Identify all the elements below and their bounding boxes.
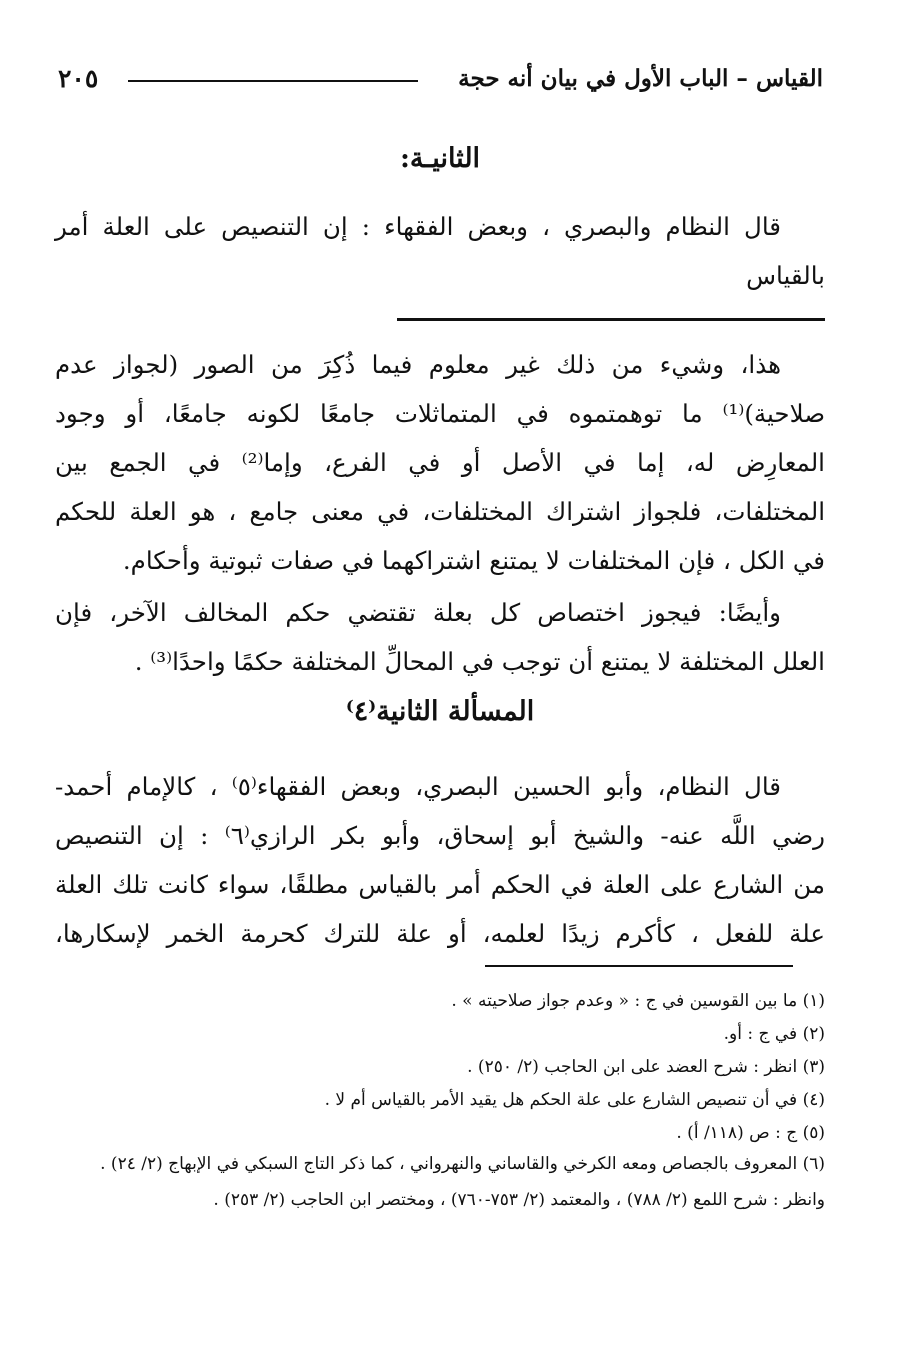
- section3-paragraph: [55, 762, 825, 958]
- text-line: بالقياس: [746, 261, 825, 290]
- section1-paragraph: [55, 202, 825, 300]
- header-rule: [128, 80, 418, 82]
- footnote: (١) ما بين القوسين في ج : « وعدم جواز صلاحيته » .: [451, 991, 825, 1011]
- page-number: ٢٠٥: [58, 63, 99, 93]
- text-line: علة للفعل ، كأكرم زيدًا لعلمه، أو علة للترك كحرمة الخمر لإسكارها،: [55, 919, 825, 948]
- section-heading-second-issue: المسألة الثانية⁽٤⁾: [345, 696, 535, 727]
- footnotes: [55, 985, 825, 1217]
- footnote: (٤) في أن تنصيص الشارع على علة الحكم هل يقيد الأمر بالقياس أم لا .: [324, 1090, 825, 1110]
- text-line: وأيضًا: فيجوز اختصاص كل بعلة تقتضي حكم المخالف الآخر، فإن: [55, 598, 781, 627]
- footnote: (٦) المعروف بالجصاص ومعه الكرخي والقاساني والنهرواني ، كما ذكر التاج السبكي في الإبهاج (٢/ ٢٤) .: [100, 1154, 825, 1174]
- text-line: قال النظام والبصري ، وبعض الفقهاء : إن التنصيص على العلة أمر: [55, 212, 781, 241]
- footnote: (٢) في ج : أو.: [723, 1024, 825, 1044]
- text-line: هذا، وشيء من ذلك غير معلوم فيما ذُكِرَ من الصور (لجواز عدم: [55, 350, 781, 379]
- text-line: رضي اللَّه عنه- والشيخ أبو إسحاق، وأبو بكر الرازي⁽٦⁾ : إن التنصيص: [55, 821, 825, 850]
- text-line: المختلفات، فلجواز اشتراك المختلفات، في معنى جامع ، هو العلة للحكم: [55, 497, 825, 526]
- text-line: من الشارع على العلة في الحكم أمر بالقياس مطلقًا، سواء كانت تلك العلة: [55, 870, 825, 899]
- footnote: (٣) انظر : شرح العضد على ابن الحاجب (٢/ ٢٥٠) .: [467, 1057, 825, 1077]
- text-line: صلاحية)⁽¹⁾ ما توهمتموه في المتماثلات جامعًا لكونه جامعًا، أو وجود: [55, 399, 825, 428]
- running-header: [58, 58, 823, 98]
- section2-paragraph-2: [55, 588, 825, 686]
- footnote: (٥) ج : ص (١١٨/ أ) .: [676, 1123, 825, 1143]
- section2-paragraph-1: [55, 340, 825, 585]
- section-heading-second: الثانيـة:: [399, 143, 481, 174]
- text-line: العلل المختلفة لا يمتنع أن توجب في المحالِّ المختلفة حكمًا واحدًا⁽³⁾ .: [134, 647, 825, 676]
- section-separator: [397, 318, 825, 321]
- text-line: المعارِض له، إما في الأصل أو في الفرع، وإما⁽²⁾ في الجمع بين: [55, 448, 825, 477]
- text-line: في الكل ، فإن المختلفات لا يمتنع اشتراكهما في صفات ثبوتية وأحكام.: [122, 546, 825, 575]
- running-head-title: القياس – الباب الأول في بيان أنه حجة: [458, 64, 823, 92]
- footnote: وانظر : شرح اللمع (٢/ ٧٨٨) ، والمعتمد (٢/ ٧٥٣-٧٦٠) ، ومختصر ابن الحاجب (٢/ ٢٥٣) .: [213, 1190, 825, 1210]
- footnote-separator: [485, 965, 793, 967]
- text-line: قال النظام، وأبو الحسين البصري، وبعض الفقهاء⁽٥⁾ ، كالإمام أحمد-: [55, 772, 782, 801]
